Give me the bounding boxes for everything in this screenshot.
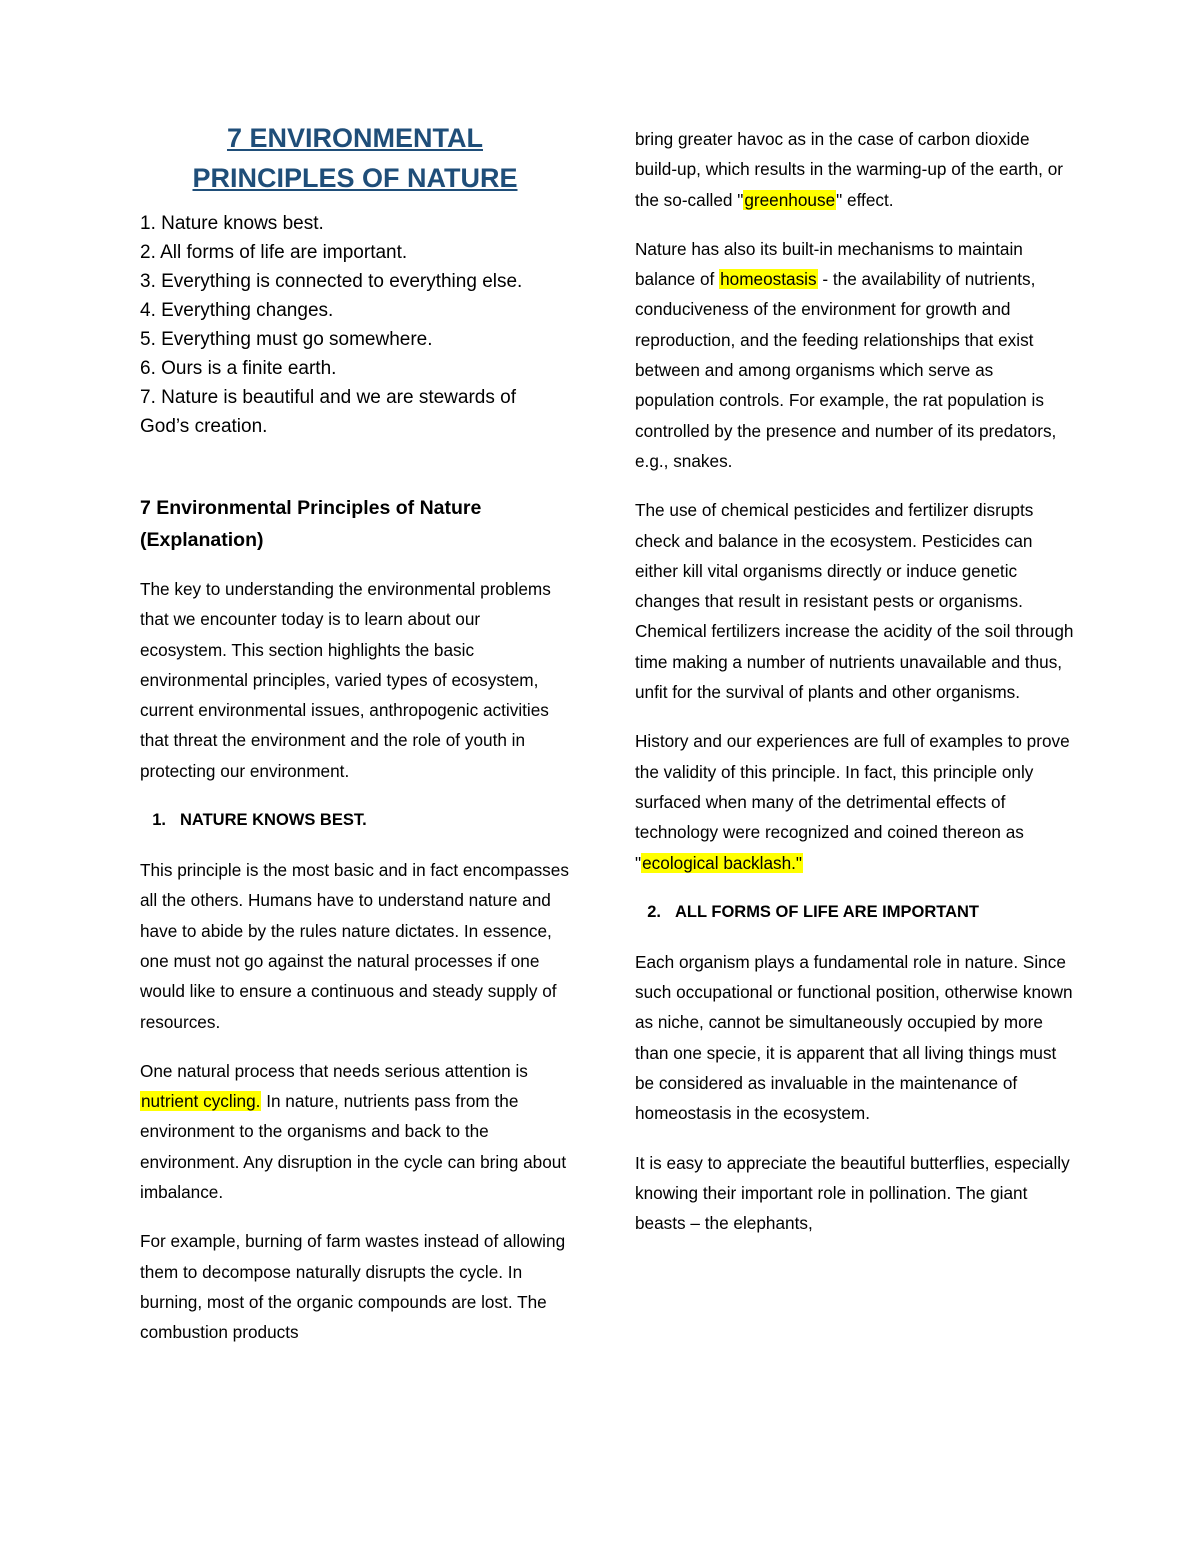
highlight-ecological-backlash: ecological backlash." [642,852,803,873]
text-run: bring greater havoc as in the case of carbon dioxide build-up, which results in the warming-up of the earth, or the so-called " [635,129,1063,210]
principles-list [140,209,570,441]
text-run: History and our experiences are full of examples to prove the validity of this principle. In fact, this principle only surfaced when many of the detrimental effects of technology were recognized and coined thereon as " [635,731,1070,873]
section-2-number: 2. [647,902,661,921]
explanation-heading: 7 Environmental Principles of Nature (Explanation) [140,497,482,551]
text-run: In nature, nutrients pass from the environment to the organisms and back to the environment. Any disruption in the cycle can bring about imbalance. [140,1091,567,1203]
text-run: One natural process that needs serious attention is [140,1060,528,1081]
right-column [635,124,1075,1258]
text-run: " effect. [836,189,894,210]
section-1-paragraph-1: This principle is the most basic and in fact encompasses all the others. Humans have to understand nature and have to abide by the rules nature dictates. In essence, one must not go against the natural processes if one would like to ensure a continuous and steady supply of resources. [140,860,569,1032]
intro-paragraph: The key to understanding the environmental problems that we encounter today is to learn about our ecosystem. This section highlights the basic environmental principles, varied types of ecosystem, current environmental issues, anthropogenic activities that threat the environment and the role of youth in protecting our environment. [140,579,551,781]
left-column [140,118,570,1367]
highlight-nutrient-cycling: nutrient cycling. [141,1091,261,1112]
section-1-paragraph-3: For example, burning of farm wastes instead of allowing them to decompose naturally disrupts the cycle. In burning, most of the organic compounds are lost. The combustion products [140,1231,566,1343]
principle-item-3: 3. Everything is connected to everything else. [140,271,523,292]
principle-item-2: 2. All forms of life are important. [140,242,408,263]
principle-item-1: 1. Nature knows best. [140,213,324,234]
principle-item-5: 5. Everything must go somewhere. [140,329,433,350]
section-1-heading [140,805,570,835]
principle-item-7: 7. Nature is beautiful and we are stewards of God’s creation. [140,387,516,437]
principle-item-4: 4. Everything changes. [140,300,334,321]
section-1-paragraph-7 [635,726,1075,877]
section-1-paragraph-5 [635,234,1075,476]
section-1-title: NATURE KNOWS BEST. [180,811,367,830]
section-1-paragraph-6: The use of chemical pesticides and fertilizer disrupts check and balance in the ecosystem. Pesticides can either kill vital organisms directly or induce genetic changes that result in resistant pests or organisms. Chemical fertilizers increase the acidity of the soil through time making a number of nutrients unavailable and thus, unfit for the survival of plants and other organisms. [635,500,1074,703]
page-title [140,118,570,198]
highlight-greenhouse: greenhouse [744,189,836,210]
section-1-paragraph-4 [635,124,1075,215]
section-2-paragraph-1: Each organism plays a fundamental role in nature. Since such occupational or functional position, otherwise known as niche, cannot be simultaneously occupied by more than one specie, it is apparent that all living things must be considered as invaluable in the maintenance of homeostasis in the ecosystem. [635,951,1073,1124]
title-line-1: 7 ENVIRONMENTAL [226,123,483,153]
highlight-homeostasis: homeostasis [720,269,817,290]
section-1-number: 1. [152,811,166,830]
title-line-2: PRINCIPLES OF NATURE [192,163,518,193]
text-run: - the availability of nutrients, conduciveness of the environment for growth and reproduction, and the feeding relationships that exist between and among organisms which serve as population controls. For example, the rat population is controlled by the presence and number of its predators, e.g., snakes. [635,269,1057,471]
text-run: Nature has also its built-in mechanisms to maintain balance of [635,238,1023,290]
principle-item-6: 6. Ours is a finite earth. [140,358,337,379]
section-2-paragraph-2: It is easy to appreciate the beautiful butterflies, especially knowing their important role in pollination. The giant beasts – the elephants, [635,1152,1070,1234]
section-2-heading [635,897,1075,927]
section-2-title: ALL FORMS OF LIFE ARE IMPORTANT [675,902,980,921]
section-1-paragraph-2 [140,1056,570,1207]
